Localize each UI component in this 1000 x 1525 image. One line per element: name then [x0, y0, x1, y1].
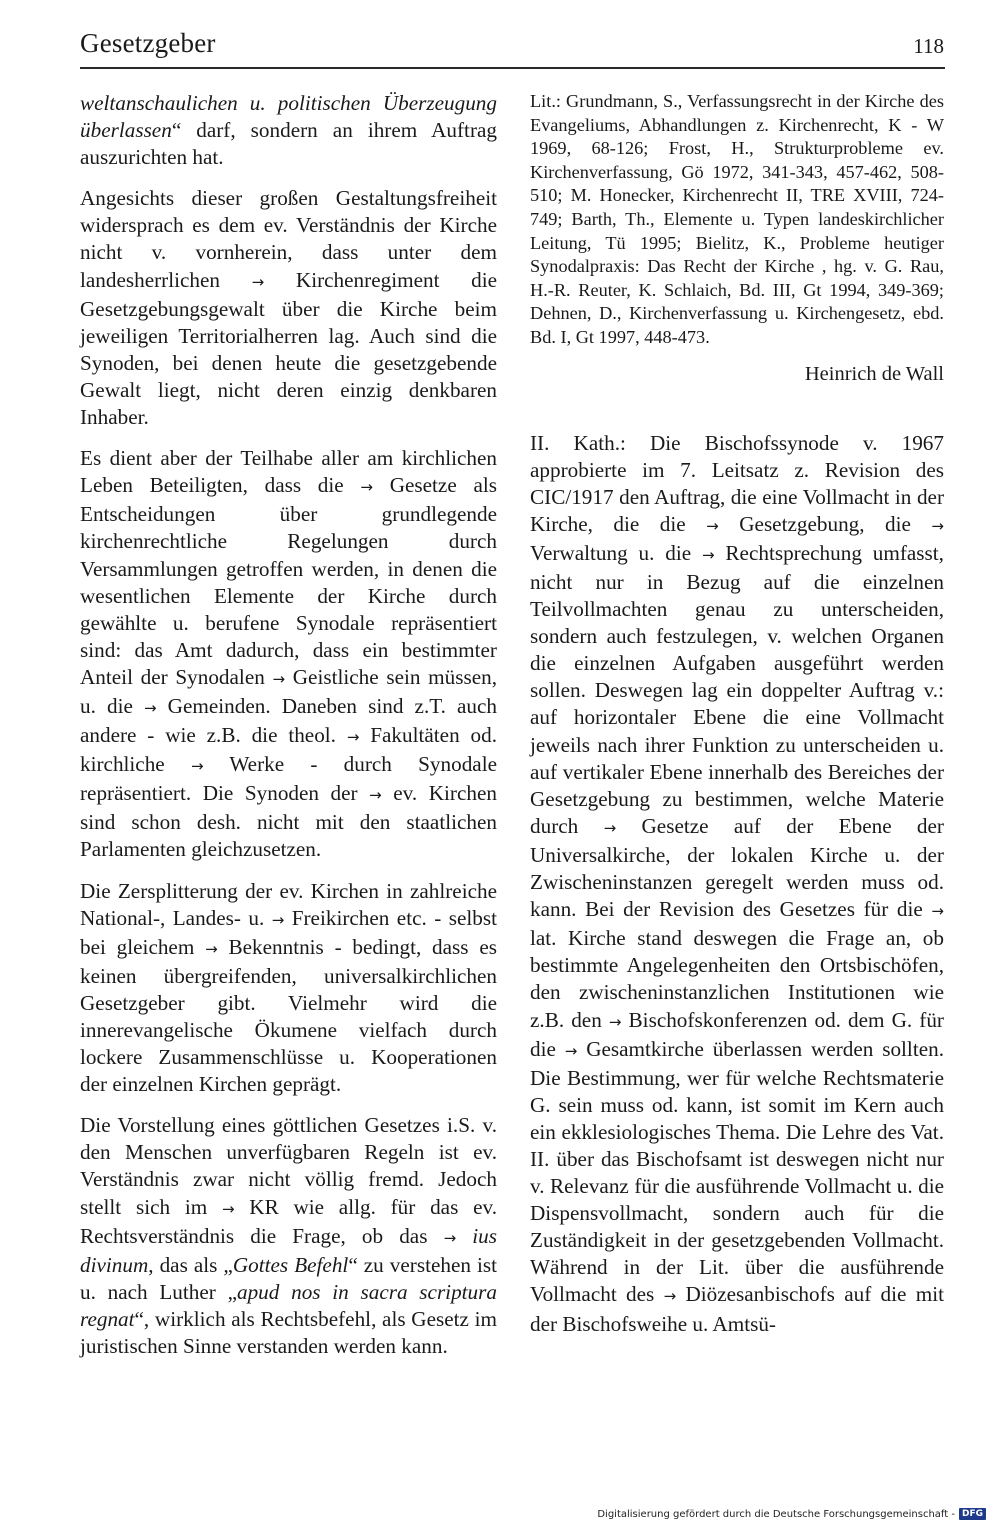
arrow-reference-icon: →: [443, 1228, 457, 1247]
text-run: Bischofskonferenzen od. dem G. für die: [530, 1007, 944, 1061]
text-run: Die Zersplitterung der ev. Kirchen in zahlreiche National-, Landes- u.: [80, 878, 497, 930]
arrow-reference-icon: →: [369, 786, 382, 805]
author-signature: Heinrich de Wall: [804, 362, 944, 385]
text-run: Bekenntnis - bedingt, dass es keinen übergreifenden, universalkirchlichen Gesetzgeber gibt. Vielmehr wird die innerevangelische Ökumene vielfach durch lockere Zusammenschlüsse u. Kooperationen der einzelnen Kirchen geprägt.: [80, 934, 497, 1097]
digitization-credit: [597, 1508, 986, 1520]
arrow-reference-icon: →: [205, 939, 218, 958]
text-run: “ darf, sondern an ihrem Auftrag auszurichten hat.: [80, 118, 497, 170]
paragraph: [80, 1112, 497, 1360]
paragraph: [80, 445, 497, 863]
text-run: Kirchenregiment die Gesetzgebungsgewalt über die Kirche beim jeweiligen Territorialherren lag. Auch sind die Synoden, bei denen heute die gesetzgebende Gewalt liegt, nicht deren einzig denkbaren Inhaber.: [80, 267, 497, 430]
paragraph: [80, 185, 497, 431]
text-run: II. Kath.: Die Bischofssynode v. 1967 approbierte im 7. Leitsatz z. Revision des CIC/1917 den Auftrag, die eine Vollmacht in der Kirche, die die: [530, 430, 944, 536]
text-run: , das als „: [148, 1252, 233, 1277]
arrow-reference-icon: →: [931, 902, 944, 921]
text-run: lat. Kirche stand deswegen die Frage an, ob bestimmte Angelegenheiten den Ortsbischöfen, den zwischeninstanzlichen Institutionen wie z.B. den: [530, 926, 944, 1032]
text-run: Werke - durch Synodale repräsentiert. Die Synoden der: [80, 752, 497, 806]
text-run: [456, 1224, 472, 1248]
right-column: [530, 90, 944, 1352]
literature-list: Lit.: Grundmann, S., Verfassungsrecht in der Kirche des Evangeliums, Abhandlungen z. Kirchenrecht, K - W 1969, 68-126; Frost, H., Strukturprobleme ev. Kirchenverfassung, Gö 1972, 341-343, 457-462, 508-510; M. Honecker, Kirchenrecht II, TRE XVIII, 724-749; Barth, Th., Elemente u. Typen landeskirchlicher Leitung, Tü 1995; Bielitz, K., Probleme heutiger Synodalpraxis: Das Recht der Kirche , hg. v. G. Rau, H.-R. Reuter, K. Schlaich, Bd. III, Gt 1994, 349-369; Dehnen, D., Kirchenverfassung u. Kirchengesetz, ebd. Bd. I, Gt 1997, 448-473.: [530, 91, 944, 347]
text-run: Die Vorstellung eines göttlichen Gesetzes i.S. v. den Menschen unverfügbaren Regeln ist ev. Verständnis zwar nicht völlig fremd. Jedoch stellt sich im: [80, 1113, 497, 1219]
arrow-reference-icon: →: [564, 1041, 578, 1060]
italic-text: Gottes Befehl: [232, 1252, 349, 1277]
text-run: Diözesanbischofs auf die mit der Bischofsweihe u. Amtsü-: [530, 1282, 944, 1336]
arrow-reference-icon: →: [143, 698, 157, 717]
arrow-reference-icon: →: [360, 478, 373, 497]
text-run: KR wie allg. für das ev. Rechtsverständnis die Frage, ob das: [80, 1194, 497, 1248]
text-run: Freikirchen etc. - selbst bei gleichem: [80, 905, 497, 959]
italic-text: ius divinum: [80, 1223, 497, 1277]
header-divider: [80, 67, 945, 69]
arrow-reference-icon: →: [251, 272, 265, 291]
paragraph: [80, 90, 497, 171]
dfg-logo: DFG: [959, 1508, 986, 1520]
arrow-reference-icon: →: [702, 545, 715, 564]
paragraph: [530, 430, 944, 1338]
text-run: Gesamtkirche überlassen werden sollten. Die Bestimmung, wer für welche Rechtsmaterie G. sein muss od. kann, ist somit im Kern auch ein ekklesiologisches Thema. Die Lehre des Vat. II. über das Bischofsamt ist deswegen nicht nur v. Relevanz für die ausführende Vollmacht u. die Dispensvollmacht, sondern auch für die Zuständigkeit in der gesetzgebenden Vollmacht. Während in der Lit. über die ausführende Vollmacht des: [530, 1036, 944, 1307]
text-run: Angesichts dieser großen Gestaltungsfreiheit widersprach es dem ev. Verständnis der Kirche nicht v. vornherein, dass unter dem landesherrlichen: [80, 186, 497, 292]
text-run: Gesetze auf der Ebene der Universalkirche, der lokalen Kirche u. der Zwischeninstanzen geregelt werden muss od. kann. Bei der Revision des Gesetzes für die: [530, 813, 944, 922]
text-run: Gesetzgebung, die: [718, 511, 932, 536]
arrow-reference-icon: →: [931, 516, 944, 535]
arrow-reference-icon: →: [706, 516, 719, 535]
left-column: [80, 90, 497, 1374]
text-run: “ zu verstehen ist u. nach Luther „: [80, 1252, 498, 1304]
paragraph: [80, 878, 497, 1099]
page-title: Gesetzgeber: [80, 28, 216, 58]
text-run: ev. Kirchen sind schon desh. nicht mit den staatlichen Parlamenten gleichzusetzen.: [80, 781, 497, 862]
arrow-reference-icon: →: [608, 1012, 622, 1031]
page-number: 118: [913, 34, 944, 58]
arrow-reference-icon: →: [663, 1287, 677, 1306]
text-run: Gesetze als Entscheidungen über grundlegende kirchenrechtliche Regelungen durch Versammlungen getroffen werden, in denen die wesentlichen Elemente der Kirche durch gewählte u. berufene Synodale repräsentiert sind: das Amt dadurch, dass ein bestimmter Anteil der Synodalen: [80, 473, 497, 689]
text-run: Es dient aber der Teilhabe aller am kirchlichen Leben Beteiligten, dass die: [80, 446, 497, 498]
arrow-reference-icon: →: [346, 728, 360, 747]
text-run: Verwaltung u. die: [530, 540, 702, 565]
arrow-reference-icon: →: [271, 910, 285, 929]
arrow-reference-icon: →: [603, 818, 617, 837]
text-run: Geistliche sein müssen, u. die: [80, 664, 497, 718]
arrow-reference-icon: →: [272, 669, 286, 688]
text-run: Gemeinden. Daneben sind z.T. auch andere - wie z.B. die theol.: [80, 693, 497, 748]
italic-text: apud nos in sacra scriptura regnat: [80, 1279, 497, 1331]
credit-text: Digitalisierung gefördert durch die Deutsche Forschungsgemeinschaft -: [597, 1508, 955, 1520]
arrow-reference-icon: →: [190, 757, 204, 776]
arrow-reference-icon: →: [221, 1199, 235, 1218]
text-run: Fakultäten od. kirchliche: [80, 723, 498, 777]
text-run: Rechtsprechung umfasst, nicht nur in Bezug auf die einzelnen Teilvollmachten genau zu unterscheiden, sondern auch festzulegen, v. welchen Organen die einzelnen Aufgaben ausgeführt werden sollen. Deswegen lag ein doppelter Auftrag v.: auf horizontaler Ebene die eine Vollmacht jeweils nach ihrer Funktion zu unterscheiden u. auf vertikaler Ebene innerhalb des Bereiches der Gesetzgebung zu bestimmen, welche Materie durch: [530, 540, 944, 838]
text-run: “, wirklich als Rechtsbefehl, als Gesetz im juristischen Sinne verstanden werden kann.: [80, 1306, 497, 1359]
italic-text: weltanschaulichen u. politischen Überzeugung überlassen: [80, 91, 497, 143]
